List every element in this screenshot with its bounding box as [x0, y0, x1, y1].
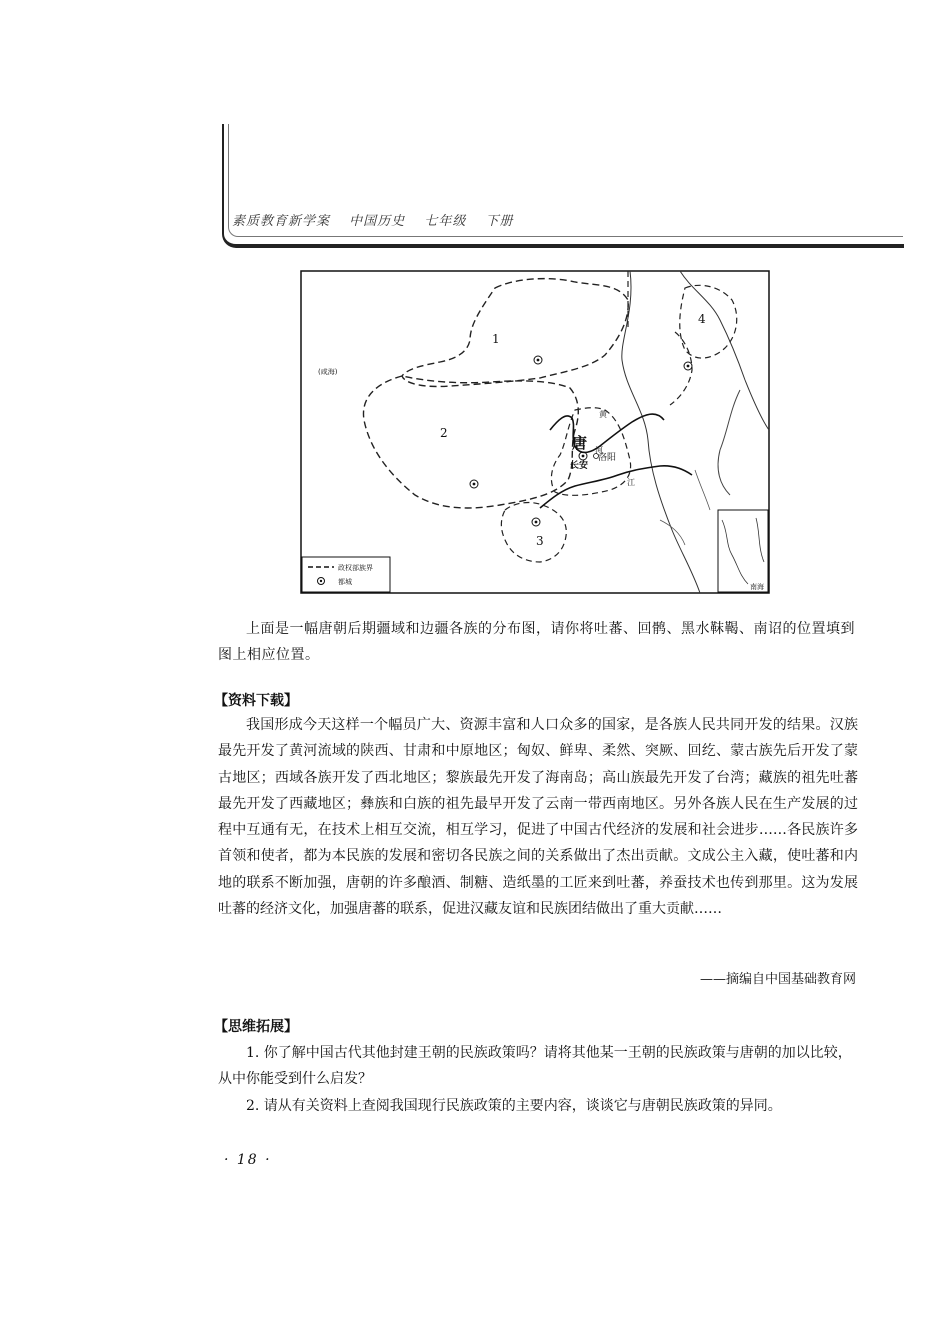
lake-label: (咸海) — [318, 368, 338, 376]
source-note: ——摘编自中国基础教育网 — [699, 972, 856, 987]
section-title-thinking: 【思维拓展】 — [214, 1019, 298, 1035]
city-label-changan: 长安 — [570, 461, 589, 471]
river-label-he: 河 — [595, 446, 603, 455]
inset-label: 南海 — [750, 583, 764, 591]
river-label-jiang: 江 — [627, 478, 635, 487]
city-label-luoyang: 洛阳 — [598, 453, 617, 463]
region-label-2: 2 — [440, 426, 448, 440]
legend-capital-label: 都城 — [338, 578, 352, 586]
page-number: · 18 · — [224, 1152, 272, 1168]
tang-territory-map — [300, 270, 770, 594]
legend-boundary-label: 政权部族界 — [338, 564, 373, 572]
header-volume: 下册 — [485, 214, 514, 229]
question-2: 2. 请从有关资料上查阅我国现行民族政策的主要内容，谈谈它与唐朝民族政策的异同。 — [246, 1098, 782, 1114]
map-svg — [300, 270, 770, 594]
question-1: 1. 你了解中国古代其他封建王朝的民族政策吗？请将其他某一王朝的民族政策与唐朝的加以比较，从中你能受到什么启发？ — [218, 1045, 852, 1087]
resources-body: 我国形成今天这样一个幅员广大、资源丰富和人口众多的国家，是各族人民共同开发的结果。汉族最先开发了黄河流域的陕西、甘肃和中原地区；匈奴、鲜卑、柔然、突厥、回纥、蒙古族先后开发了蒙古地区；西域各族开发了西北地区；黎族最先开发了海南岛；高山族最先开发了台湾；藏族的祖先吐蕃最先开发了西藏地区；彝族和白族的祖先最早开发了云南一带西南地区。另外各族人民在生产发展的过程中互通有无，在技术上相互交流，相互学习，促进了中国古代经济的发展和社会进步……各民族许多首领和使者，都为本民族的发展和密切各民族之间的关系做出了杰出贡献。文成公主入藏，使吐蕃和内地的联系不断加强，唐朝的许多酿酒、制糖、造纸墨的工匠来到吐蕃，养蚕技术也传到那里。这为发展吐蕃的经济文化，加强唐蕃的联系，促进汉藏友谊和民族团结做出了重大贡献…… — [218, 717, 858, 918]
region-label-4: 4 — [698, 312, 706, 326]
map-caption: 上面是一幅唐朝后期疆域和边疆各族的分布图，请你将吐蕃、回鹘、黑水靺鞨、南诏的位置填到图上相应位置。 — [218, 621, 855, 663]
header-series: 素质教育新学案 — [232, 214, 331, 229]
region-label-3: 3 — [536, 534, 544, 548]
header-grade: 七年级 — [424, 214, 467, 229]
section-title-resources: 【资料下载】 — [214, 693, 298, 709]
dynasty-label: 唐 — [572, 434, 588, 452]
running-header — [232, 210, 527, 229]
header-subject: 中国历史 — [349, 214, 406, 229]
river-label-huang: 黄 — [599, 410, 607, 419]
region-label-1: 1 — [492, 332, 500, 346]
